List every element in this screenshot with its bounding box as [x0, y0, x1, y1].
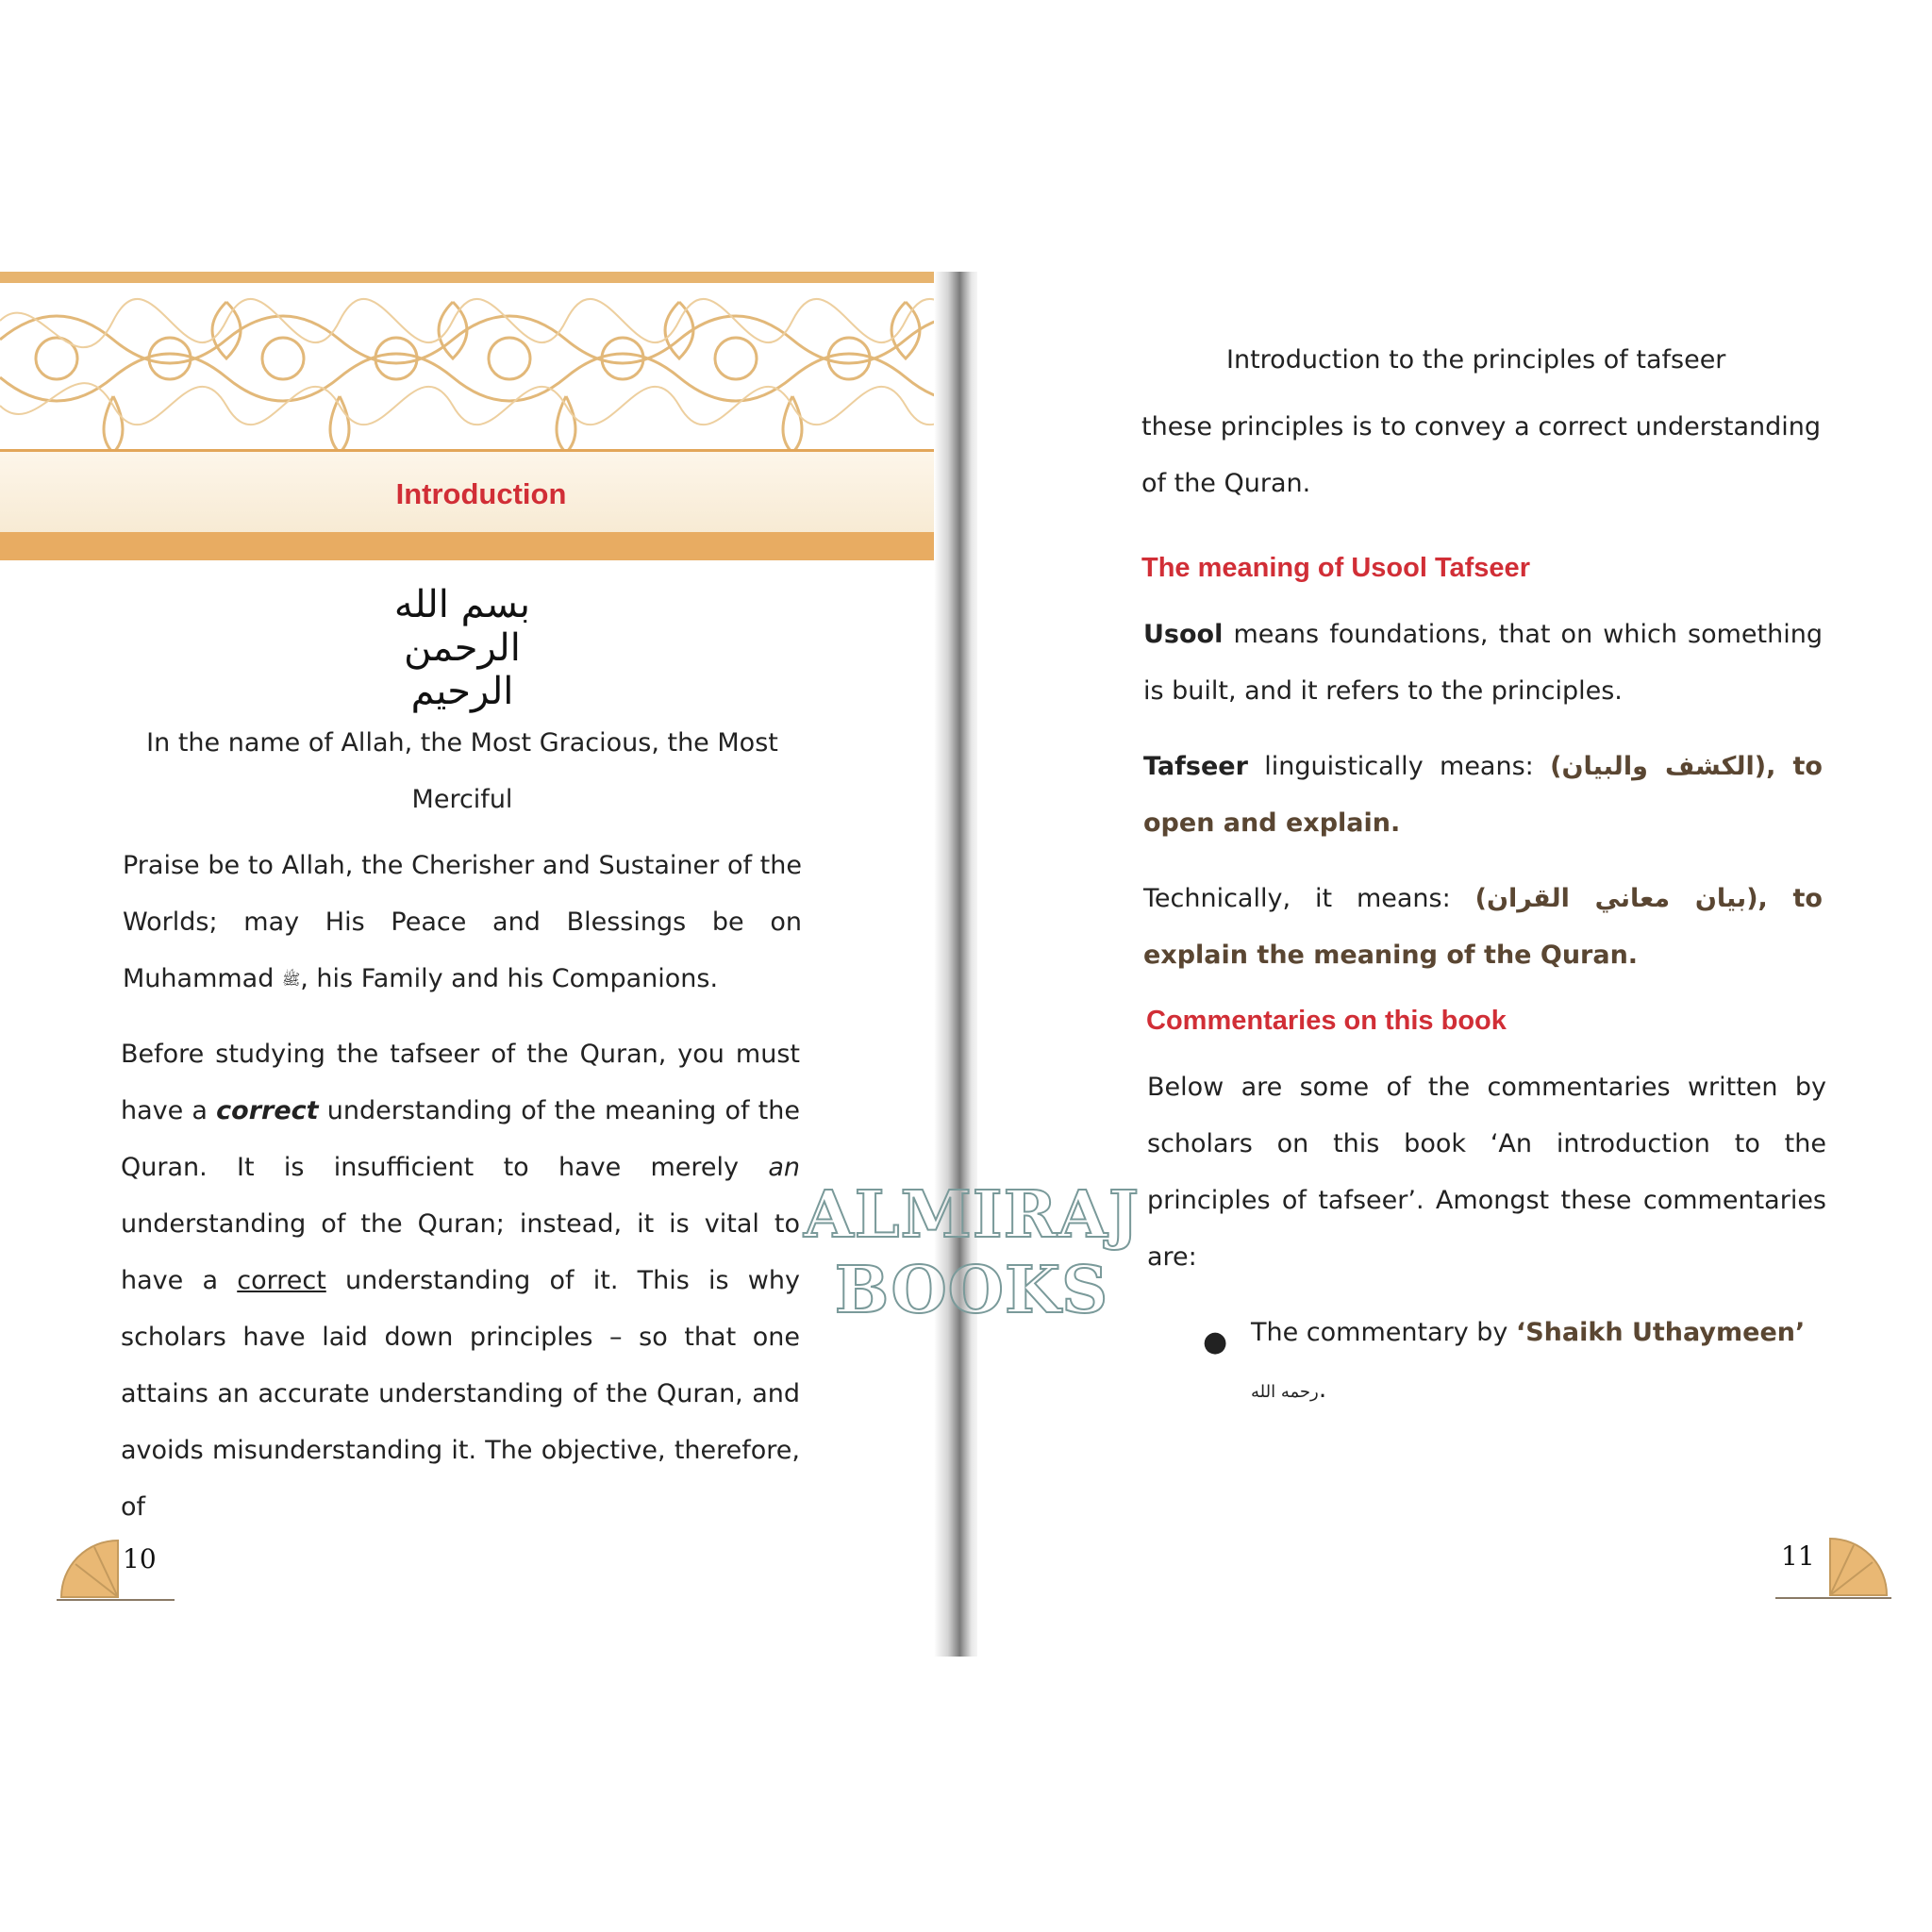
paragraph-commentaries: Below are some of the commentaries written by scholars on this book ‘An introduction to the principles of tafseer’. Amongst these commentaries are:: [1147, 1073, 1826, 1272]
name-shaikh-uthaymeen: ‘Shaikh Uthaymeen’: [1515, 1318, 1806, 1347]
honorific-symbol: ﷺ: [281, 970, 301, 989]
term-usool: Usool: [1143, 620, 1224, 649]
ornamental-header: [0, 272, 977, 472]
honorific-rahimahullah: رحمه الله: [1251, 1382, 1319, 1402]
heading-meaning-usool: The meaning of Usool Tafseer: [1141, 553, 1530, 583]
page-number-right: 11: [1781, 1541, 1815, 1572]
paragraph-praise: Praise be to Allah, the Cherisher and Sustainer of the Worlds; may His Peace and Blessings be on Muhammad ﷺ, his Family and his Companions.: [123, 851, 802, 993]
corner-fan-icon: [57, 1526, 179, 1602]
emphasis-an: an: [768, 1153, 800, 1182]
arabesque-ornament: [0, 283, 977, 472]
watermark: ALMIRAJ BOOKS: [803, 1177, 1141, 1328]
heading-commentaries: Commentaries on this book: [1146, 1006, 1507, 1036]
paragraph-technically: Technically, it means: (بيان معاني القران), to explain the meaning of the Quran.: [1143, 884, 1823, 970]
title-bar-bottom: [0, 532, 977, 560]
basmala-translation: In the name of Allah, the Most Gracious, the Most Merciful: [146, 728, 778, 814]
term-tafseer: Tafseer: [1143, 752, 1248, 781]
bullet-item-uthaymeen: The commentary by ‘Shaikh Uthaymeen’ رحمه الله.: [1251, 1318, 1806, 1404]
book-spread: [0, 272, 1932, 1658]
emphasis-correct: correct: [216, 1096, 319, 1125]
paragraph-before-studying: Before studying the tafseer of the Quran, you must have a correct understanding of the meaning of the Quran. It is insufficient to have merely an understanding of the Quran; instead, it is vital to have a correct understanding of it. This is why scholars have laid down principles – so that one attains an accurate understanding of the Quran, and avoids misunderstanding it. The objective, therefore, of: [121, 1040, 800, 1522]
paragraph-tafseer: Tafseer linguistically means: (الكشف والبيان), to open and explain.: [1143, 752, 1823, 838]
bullet-dot: ●: [1203, 1325, 1228, 1358]
running-head: Introduction to the principles of tafseer: [1226, 345, 1726, 375]
basmala-calligraphy: بسم الله الرحمن الرحيم: [393, 583, 531, 713]
arabic-kashf: (الكشف والبيان): [1550, 752, 1767, 781]
paragraph-usool: Usool means foundations, that on which something is built, and it refers to the principles.: [1143, 620, 1823, 706]
page-number-left: 10: [123, 1543, 157, 1574]
paragraph-continuation: these principles is to convey a correct understanding of the Quran.: [1141, 412, 1821, 498]
book-gutter-shadow: [934, 272, 981, 1657]
page-title: Introduction: [395, 477, 567, 510]
arabic-bayan: (بيان معاني القران): [1474, 884, 1758, 913]
corner-fan-icon: [1774, 1524, 1906, 1600]
underline-correct: correct: [237, 1266, 326, 1295]
left-page: [0, 272, 972, 1658]
